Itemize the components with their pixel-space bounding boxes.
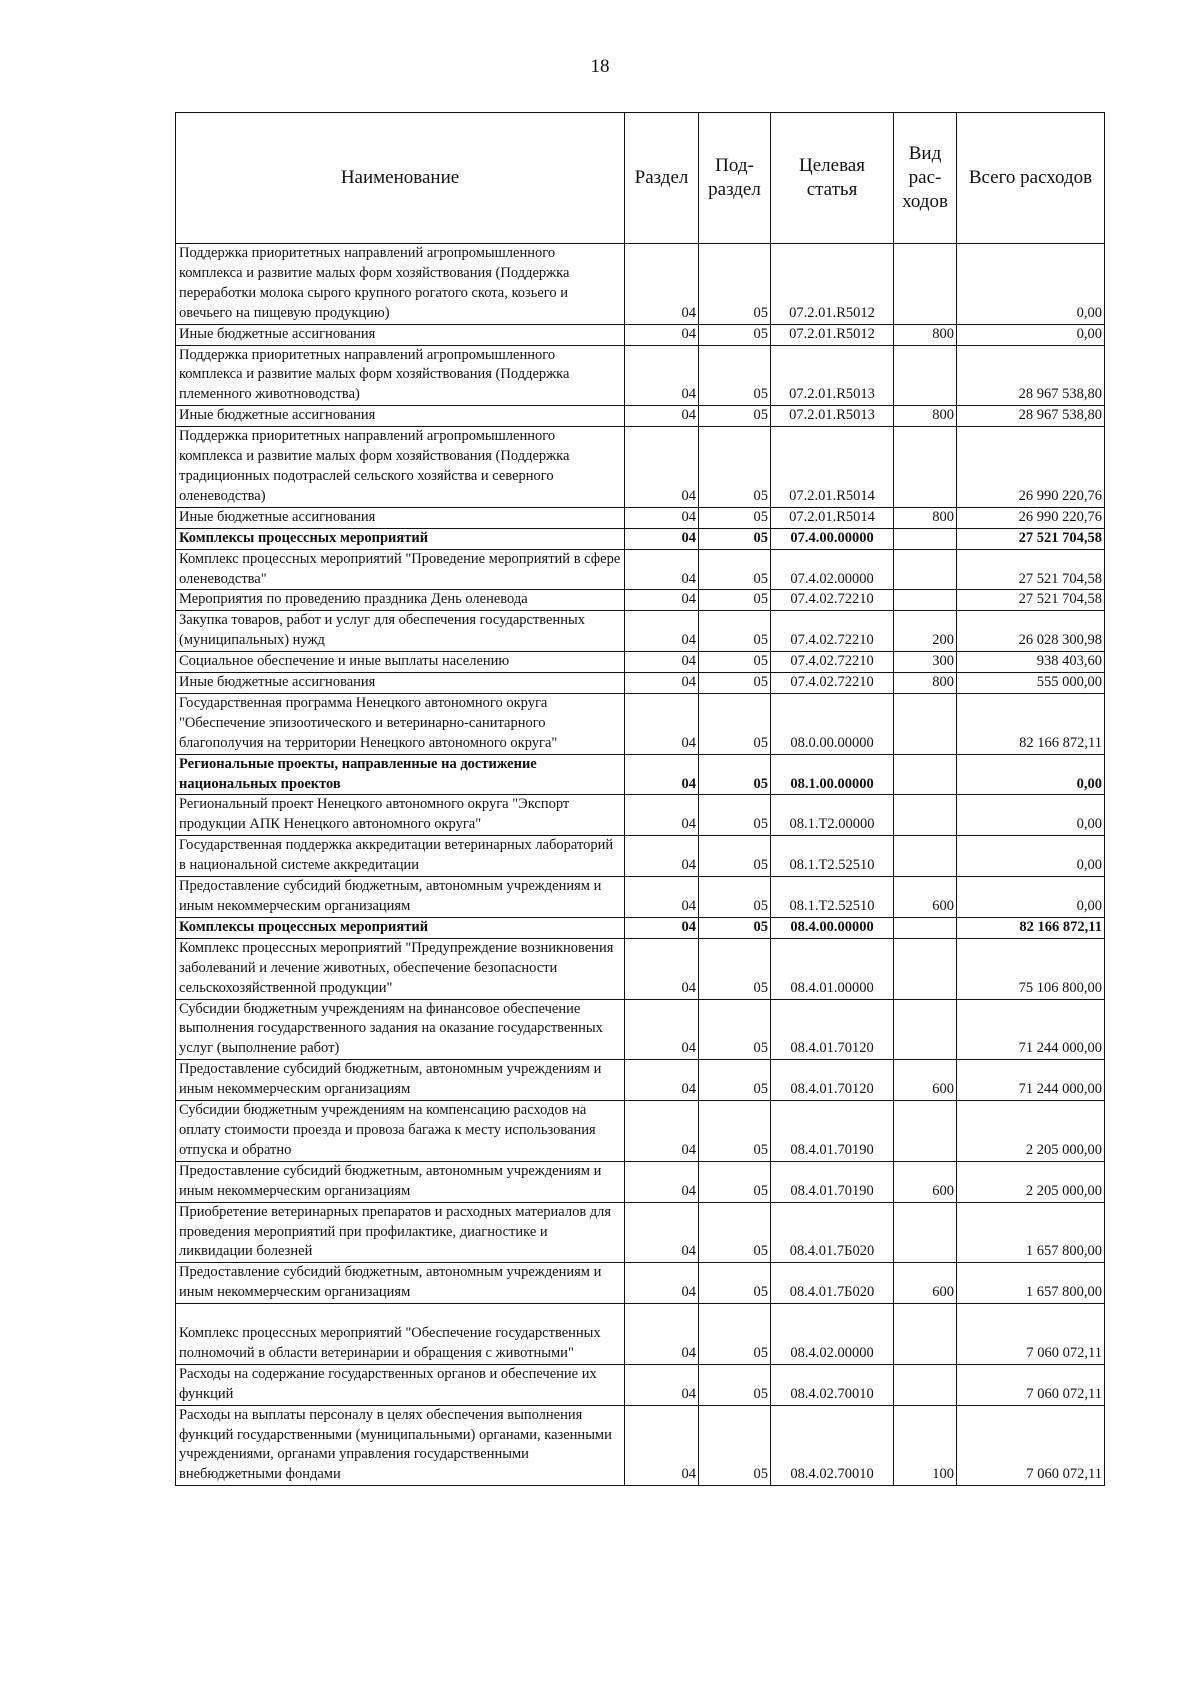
row-name: Мероприятия по проведению праздника День оленевода	[176, 590, 625, 611]
row-vid-raskhodov	[894, 917, 957, 938]
row-celevaya-statya: 08.4.01.7Б020	[771, 1263, 894, 1304]
row-podrazdel: 05	[699, 345, 771, 406]
row-vid-raskhodov	[894, 795, 957, 836]
row-podrazdel: 05	[699, 1304, 771, 1365]
row-razdel: 04	[625, 427, 699, 508]
table-row	[176, 406, 1105, 427]
row-razdel: 04	[625, 754, 699, 795]
row-total: 0,00	[957, 754, 1105, 795]
row-podrazdel: 05	[699, 1202, 771, 1263]
budget-table	[175, 112, 1105, 1486]
row-vid-raskhodov	[894, 1364, 957, 1405]
row-name: Иные бюджетные ассигнования	[176, 673, 625, 694]
row-name: Субсидии бюджетным учреждениям на компенсацию расходов на оплату стоимости проезда и провоза багажа к месту использования отпуска и обратно	[176, 1101, 625, 1162]
row-total: 7 060 072,11	[957, 1405, 1105, 1486]
row-celevaya-statya: 08.4.01.70120	[771, 999, 894, 1060]
row-name: Социальное обеспечение и иные выплаты населению	[176, 652, 625, 673]
row-celevaya-statya: 07.2.01.R5014	[771, 507, 894, 528]
row-celevaya-statya: 07.4.02.72210	[771, 673, 894, 694]
row-total: 0,00	[957, 244, 1105, 325]
row-podrazdel: 05	[699, 528, 771, 549]
table-row	[176, 611, 1105, 652]
row-name: Расходы на содержание государственных органов и обеспечение их функций	[176, 1364, 625, 1405]
table-row	[176, 528, 1105, 549]
table-row	[176, 507, 1105, 528]
row-podrazdel: 05	[699, 244, 771, 325]
row-name: Иные бюджетные ассигнования	[176, 406, 625, 427]
row-razdel: 04	[625, 528, 699, 549]
row-vid-raskhodov: 200	[894, 611, 957, 652]
row-total: 71 244 000,00	[957, 1060, 1105, 1101]
row-total: 7 060 072,11	[957, 1304, 1105, 1365]
row-celevaya-statya: 08.4.01.7Б020	[771, 1202, 894, 1263]
row-total: 26 990 220,76	[957, 427, 1105, 508]
row-podrazdel: 05	[699, 1060, 771, 1101]
row-vid-raskhodov: 300	[894, 652, 957, 673]
row-razdel: 04	[625, 1405, 699, 1486]
row-name: Поддержка приоритетных направлений агропромышленного комплекса и развитие малых форм хозяйствования (Поддержка племенного животноводства)	[176, 345, 625, 406]
row-razdel: 04	[625, 324, 699, 345]
row-total: 82 166 872,11	[957, 693, 1105, 754]
table-header	[176, 113, 1105, 244]
row-razdel: 04	[625, 590, 699, 611]
row-podrazdel: 05	[699, 917, 771, 938]
row-razdel: 04	[625, 345, 699, 406]
table-row	[176, 1101, 1105, 1162]
row-name: Иные бюджетные ассигнования	[176, 507, 625, 528]
row-podrazdel: 05	[699, 1161, 771, 1202]
row-total: 27 521 704,58	[957, 549, 1105, 590]
row-podrazdel: 05	[699, 693, 771, 754]
row-vid-raskhodov	[894, 999, 957, 1060]
row-razdel: 04	[625, 1161, 699, 1202]
row-name: Поддержка приоритетных направлений агропромышленного комплекса и развитие малых форм хозяйствования (Поддержка традиционных подотраслей сельского хозяйства и северного оленеводства)	[176, 427, 625, 508]
table-row	[176, 836, 1105, 877]
row-celevaya-statya: 08.1.Т2.52510	[771, 877, 894, 918]
row-name: Государственная поддержка аккредитации ветеринарных лабораторий в национальной системе аккредитации	[176, 836, 625, 877]
row-podrazdel: 05	[699, 673, 771, 694]
table-row	[176, 1304, 1105, 1365]
row-vid-raskhodov	[894, 836, 957, 877]
row-total: 555 000,00	[957, 673, 1105, 694]
row-name: Предоставление субсидий бюджетным, автономным учреждениям и иным некоммерческим организациям	[176, 1060, 625, 1101]
row-razdel: 04	[625, 1101, 699, 1162]
row-total: 26 990 220,76	[957, 507, 1105, 528]
table-row	[176, 244, 1105, 325]
table-row	[176, 1202, 1105, 1263]
table-row	[176, 590, 1105, 611]
row-name: Комплекс процессных мероприятий "Обеспечение государственных полномочий в области ветеринарии и обращения с животными"	[176, 1304, 625, 1365]
row-name: Приобретение ветеринарных препаратов и расходных материалов для проведения мероприятий при профилактике, диагностике и ликвидации болезней	[176, 1202, 625, 1263]
header-vid-raskhodov: Вид рас- ходов	[894, 113, 957, 244]
row-vid-raskhodov: 600	[894, 1060, 957, 1101]
table-row	[176, 754, 1105, 795]
row-podrazdel: 05	[699, 549, 771, 590]
row-celevaya-statya: 07.4.00.00000	[771, 528, 894, 549]
header-name: Наименование	[176, 113, 625, 244]
row-celevaya-statya: 07.2.01.R5012	[771, 244, 894, 325]
row-vid-raskhodov: 600	[894, 1161, 957, 1202]
table-row	[176, 1263, 1105, 1304]
table-row	[176, 652, 1105, 673]
row-celevaya-statya: 08.4.01.70190	[771, 1101, 894, 1162]
table-row	[176, 673, 1105, 694]
header-podrazdel: Под- раздел	[699, 113, 771, 244]
row-razdel: 04	[625, 406, 699, 427]
row-name: Региональный проект Ненецкого автономного округа "Экспорт продукции АПК Ненецкого автономного округа"	[176, 795, 625, 836]
row-vid-raskhodov	[894, 938, 957, 999]
row-celevaya-statya: 07.4.02.72210	[771, 611, 894, 652]
row-vid-raskhodov: 600	[894, 877, 957, 918]
row-razdel: 04	[625, 877, 699, 918]
row-podrazdel: 05	[699, 938, 771, 999]
row-vid-raskhodov	[894, 549, 957, 590]
row-vid-raskhodov	[894, 754, 957, 795]
row-name: Иные бюджетные ассигнования	[176, 324, 625, 345]
row-razdel: 04	[625, 1060, 699, 1101]
table-row	[176, 549, 1105, 590]
row-vid-raskhodov: 800	[894, 673, 957, 694]
row-podrazdel: 05	[699, 795, 771, 836]
row-razdel: 04	[625, 693, 699, 754]
row-name: Государственная программа Ненецкого автономного округа "Обеспечение эпизоотического и ветеринарно-санитарного благополучия на территории Ненецкого автономного округа"	[176, 693, 625, 754]
row-podrazdel: 05	[699, 652, 771, 673]
row-celevaya-statya: 08.4.01.70190	[771, 1161, 894, 1202]
row-total: 28 967 538,80	[957, 345, 1105, 406]
row-razdel: 04	[625, 795, 699, 836]
row-vid-raskhodov	[894, 590, 957, 611]
row-celevaya-statya: 08.0.00.00000	[771, 693, 894, 754]
row-total: 75 106 800,00	[957, 938, 1105, 999]
row-total: 0,00	[957, 795, 1105, 836]
header-celevaya-statya: Целевая статья	[771, 113, 894, 244]
row-podrazdel: 05	[699, 877, 771, 918]
page-number: 18	[590, 56, 610, 77]
row-celevaya-statya: 08.4.02.70010	[771, 1405, 894, 1486]
table-row	[176, 1060, 1105, 1101]
row-total: 27 521 704,58	[957, 590, 1105, 611]
row-total: 26 028 300,98	[957, 611, 1105, 652]
row-podrazdel: 05	[699, 754, 771, 795]
row-name: Поддержка приоритетных направлений агропромышленного комплекса и развитие малых форм хозяйствования (Поддержка переработки молока сырого крупного рогатого скота, козьего и овечьего на пищевую продукцию)	[176, 244, 625, 325]
row-razdel: 04	[625, 673, 699, 694]
row-podrazdel: 05	[699, 1263, 771, 1304]
table-row	[176, 345, 1105, 406]
row-name: Комплексы процессных мероприятий	[176, 917, 625, 938]
row-name: Закупка товаров, работ и услуг для обеспечения государственных (муниципальных) нужд	[176, 611, 625, 652]
row-total: 1 657 800,00	[957, 1263, 1105, 1304]
row-vid-raskhodov: 100	[894, 1405, 957, 1486]
row-total: 938 403,60	[957, 652, 1105, 673]
row-podrazdel: 05	[699, 611, 771, 652]
row-razdel: 04	[625, 244, 699, 325]
row-celevaya-statya: 07.2.01.R5014	[771, 427, 894, 508]
row-razdel: 04	[625, 1304, 699, 1365]
table-row	[176, 1364, 1105, 1405]
row-razdel: 04	[625, 1202, 699, 1263]
row-celevaya-statya: 07.4.02.72210	[771, 590, 894, 611]
row-name: Расходы на выплаты персоналу в целях обеспечения выполнения функций государственными (муниципальными) органами, казенными учреждениями, органами управления государственными внебюджетными фондами	[176, 1405, 625, 1486]
row-vid-raskhodov	[894, 528, 957, 549]
row-celevaya-statya: 08.1.Т2.00000	[771, 795, 894, 836]
row-total: 2 205 000,00	[957, 1101, 1105, 1162]
table-row	[176, 999, 1105, 1060]
table-row	[176, 877, 1105, 918]
row-celevaya-statya: 08.4.00.00000	[771, 917, 894, 938]
row-vid-raskhodov: 800	[894, 406, 957, 427]
row-vid-raskhodov	[894, 244, 957, 325]
row-celevaya-statya: 08.4.02.70010	[771, 1364, 894, 1405]
table-row	[176, 938, 1105, 999]
row-podrazdel: 05	[699, 590, 771, 611]
table-row	[176, 693, 1105, 754]
table-body	[176, 244, 1105, 1486]
row-razdel: 04	[625, 836, 699, 877]
row-total: 0,00	[957, 877, 1105, 918]
row-razdel: 04	[625, 507, 699, 528]
row-razdel: 04	[625, 938, 699, 999]
table-row	[176, 324, 1105, 345]
row-podrazdel: 05	[699, 836, 771, 877]
row-vid-raskhodov: 800	[894, 507, 957, 528]
row-vid-raskhodov	[894, 1101, 957, 1162]
row-celevaya-statya: 07.4.02.72210	[771, 652, 894, 673]
row-name: Комплексы процессных мероприятий	[176, 528, 625, 549]
row-razdel: 04	[625, 917, 699, 938]
table-row	[176, 795, 1105, 836]
row-total: 1 657 800,00	[957, 1202, 1105, 1263]
row-podrazdel: 05	[699, 1405, 771, 1486]
row-celevaya-statya: 08.4.01.70120	[771, 1060, 894, 1101]
row-vid-raskhodov	[894, 1304, 957, 1365]
row-celevaya-statya: 07.4.02.00000	[771, 549, 894, 590]
row-celevaya-statya: 07.2.01.R5013	[771, 406, 894, 427]
row-podrazdel: 05	[699, 999, 771, 1060]
row-name: Субсидии бюджетным учреждениям на финансовое обеспечение выполнения государственного задания на оказание государственных услуг (выполнение работ)	[176, 999, 625, 1060]
row-podrazdel: 05	[699, 1364, 771, 1405]
row-total: 28 967 538,80	[957, 406, 1105, 427]
row-vid-raskhodov: 600	[894, 1263, 957, 1304]
row-razdel: 04	[625, 1263, 699, 1304]
row-podrazdel: 05	[699, 324, 771, 345]
row-podrazdel: 05	[699, 1101, 771, 1162]
row-vid-raskhodov	[894, 345, 957, 406]
row-vid-raskhodov	[894, 693, 957, 754]
row-name: Предоставление субсидий бюджетным, автономным учреждениям и иным некоммерческим организациям	[176, 1263, 625, 1304]
row-name: Предоставление субсидий бюджетным, автономным учреждениям и иным некоммерческим организациям	[176, 1161, 625, 1202]
row-celevaya-statya: 07.2.01.R5012	[771, 324, 894, 345]
row-celevaya-statya: 08.1.00.00000	[771, 754, 894, 795]
row-podrazdel: 05	[699, 427, 771, 508]
row-celevaya-statya: 08.4.01.00000	[771, 938, 894, 999]
row-total: 0,00	[957, 836, 1105, 877]
row-razdel: 04	[625, 999, 699, 1060]
table-row	[176, 917, 1105, 938]
row-celevaya-statya: 08.1.Т2.52510	[771, 836, 894, 877]
header-razdel: Раздел	[625, 113, 699, 244]
row-vid-raskhodov	[894, 1202, 957, 1263]
row-total: 27 521 704,58	[957, 528, 1105, 549]
row-razdel: 04	[625, 1364, 699, 1405]
table-row	[176, 1161, 1105, 1202]
row-razdel: 04	[625, 611, 699, 652]
row-podrazdel: 05	[699, 406, 771, 427]
row-razdel: 04	[625, 652, 699, 673]
row-razdel: 04	[625, 549, 699, 590]
row-name: Комплекс процессных мероприятий "Предупреждение возникновения заболеваний и лечение животных, обеспечение безопасности сельскохозяйственной продукции"	[176, 938, 625, 999]
row-total: 7 060 072,11	[957, 1364, 1105, 1405]
table-row	[176, 427, 1105, 508]
row-total: 71 244 000,00	[957, 999, 1105, 1060]
table-row	[176, 1405, 1105, 1486]
header-total: Всего расходов	[957, 113, 1105, 244]
row-celevaya-statya: 08.4.02.00000	[771, 1304, 894, 1365]
row-total: 0,00	[957, 324, 1105, 345]
row-name: Предоставление субсидий бюджетным, автономным учреждениям и иным некоммерческим организациям	[176, 877, 625, 918]
row-name: Региональные проекты, направленные на достижение национальных проектов	[176, 754, 625, 795]
row-vid-raskhodov: 800	[894, 324, 957, 345]
row-vid-raskhodov	[894, 427, 957, 508]
row-podrazdel: 05	[699, 507, 771, 528]
row-name: Комплекс процессных мероприятий "Проведение мероприятий в сфере оленеводства"	[176, 549, 625, 590]
row-total: 2 205 000,00	[957, 1161, 1105, 1202]
row-total: 82 166 872,11	[957, 917, 1105, 938]
row-celevaya-statya: 07.2.01.R5013	[771, 345, 894, 406]
